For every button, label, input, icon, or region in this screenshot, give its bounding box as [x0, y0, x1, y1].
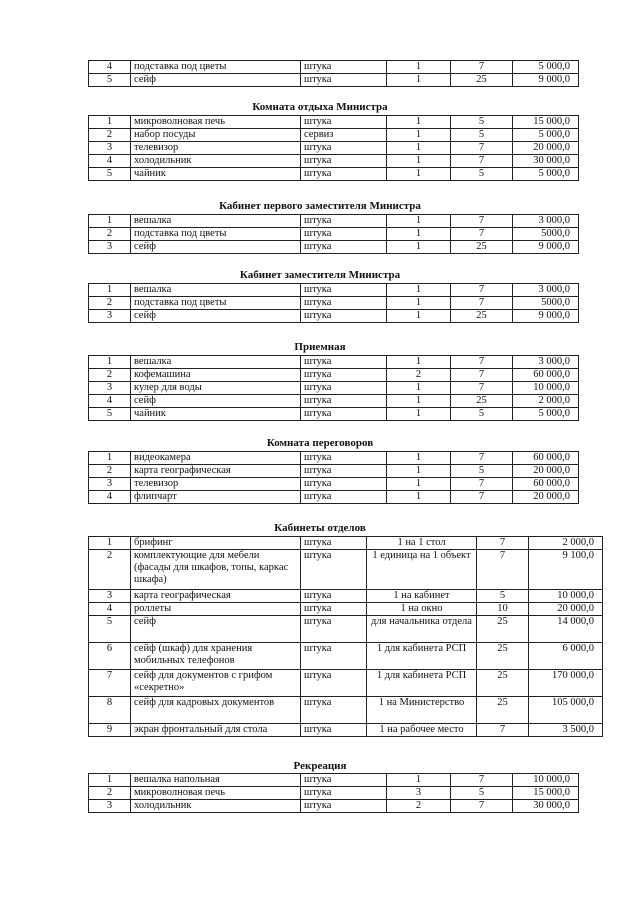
section-title: Комната переговоров — [266, 437, 374, 449]
service-life-cell: 5 — [451, 129, 513, 142]
service-life-cell: 25 — [477, 670, 529, 697]
table-row — [89, 395, 579, 408]
section-title: Приемная — [294, 341, 346, 353]
quantity-cell: 1 на рабочее место — [367, 724, 477, 737]
items-table — [88, 355, 579, 421]
table-row — [89, 116, 579, 129]
service-life-cell: 5 — [451, 787, 513, 800]
service-life-cell: 7 — [451, 142, 513, 155]
quantity-cell: 1 на Министерство — [367, 697, 477, 724]
service-life-cell: 7 — [451, 297, 513, 310]
row-number-cell: 5 — [89, 168, 131, 181]
items-table — [88, 115, 579, 181]
row-number-cell: 3 — [89, 590, 131, 603]
unit-cell: штука — [301, 643, 367, 670]
quantity-cell: 1 — [387, 116, 451, 129]
price-cell: 3 000,0 — [513, 284, 579, 297]
table-row — [89, 550, 603, 590]
item-name-cell: сейф — [131, 395, 301, 408]
table-row — [89, 465, 579, 478]
service-life-cell: 25 — [477, 616, 529, 643]
unit-cell: штука — [301, 670, 367, 697]
price-cell: 170 000,0 — [529, 670, 603, 697]
row-number-cell: 5 — [89, 408, 131, 421]
item-name-cell: кофемашина — [131, 369, 301, 382]
item-name-cell: подставка под цветы — [131, 61, 301, 74]
table-row — [89, 228, 579, 241]
item-name-cell: сейф — [131, 241, 301, 254]
unit-cell: штука — [301, 478, 387, 491]
price-cell: 5 000,0 — [513, 129, 579, 142]
unit-cell: штука — [301, 395, 387, 408]
row-number-cell: 2 — [89, 129, 131, 142]
table-row — [89, 590, 603, 603]
service-life-cell: 25 — [451, 74, 513, 87]
service-life-cell: 7 — [451, 382, 513, 395]
price-cell: 20 000,0 — [513, 142, 579, 155]
row-number-cell: 2 — [89, 550, 131, 590]
quantity-cell: 3 — [387, 787, 451, 800]
service-life-cell: 7 — [451, 284, 513, 297]
unit-cell: штука — [301, 61, 387, 74]
section-title: Кабинет заместителя Министра — [239, 269, 401, 281]
section-title: Рекреация — [293, 760, 347, 772]
item-name-cell: сейф — [131, 616, 301, 643]
price-cell: 9 000,0 — [513, 241, 579, 254]
quantity-cell: 1 — [387, 395, 451, 408]
row-number-cell: 2 — [89, 369, 131, 382]
row-number-cell: 5 — [89, 74, 131, 87]
price-cell: 2 000,0 — [529, 537, 603, 550]
item-name-cell: сейф — [131, 310, 301, 323]
unit-cell: штука — [301, 724, 367, 737]
item-name-cell: карта географическая — [131, 590, 301, 603]
quantity-cell: 1 — [387, 774, 451, 787]
item-name-cell: видеокамера — [131, 452, 301, 465]
row-number-cell: 9 — [89, 724, 131, 737]
table-row — [89, 297, 579, 310]
quantity-cell: 1 для кабинета РСП — [367, 670, 477, 697]
quantity-cell: 1 — [387, 241, 451, 254]
item-name-cell: карта географическая — [131, 465, 301, 478]
unit-cell: штука — [301, 284, 387, 297]
row-number-cell: 1 — [89, 284, 131, 297]
quantity-cell: 1 — [387, 142, 451, 155]
quantity-cell: 1 — [387, 491, 451, 504]
service-life-cell: 7 — [451, 369, 513, 382]
row-number-cell: 5 — [89, 616, 131, 643]
price-cell: 3 000,0 — [513, 215, 579, 228]
unit-cell: сервиз — [301, 129, 387, 142]
section-title: Кабинет первого заместителя Министра — [219, 200, 421, 212]
table-row — [89, 61, 579, 74]
item-name-cell: сейф для документов с грифом «секретно» — [131, 670, 301, 697]
unit-cell: штука — [301, 787, 387, 800]
item-name-cell: сейф для кадровых документов — [131, 697, 301, 724]
table-row — [89, 800, 579, 813]
table-row — [89, 643, 603, 670]
price-cell: 10 000,0 — [529, 590, 603, 603]
quantity-cell: 1 — [387, 74, 451, 87]
service-life-cell: 25 — [477, 697, 529, 724]
price-cell: 20 000,0 — [513, 491, 579, 504]
price-cell: 3 500,0 — [529, 724, 603, 737]
table-row — [89, 74, 579, 87]
table-row — [89, 774, 579, 787]
items-table — [88, 451, 579, 504]
row-number-cell: 4 — [89, 491, 131, 504]
table-row — [89, 478, 579, 491]
unit-cell: штука — [301, 228, 387, 241]
price-cell: 2 000,0 — [513, 395, 579, 408]
item-name-cell: экран фронтальный для стола — [131, 724, 301, 737]
service-life-cell: 5 — [477, 590, 529, 603]
items-table — [88, 773, 579, 813]
item-name-cell: кулер для воды — [131, 382, 301, 395]
unit-cell: штука — [301, 168, 387, 181]
service-life-cell: 7 — [451, 452, 513, 465]
quantity-cell: 1 — [387, 168, 451, 181]
unit-cell: штука — [301, 142, 387, 155]
price-cell: 9 000,0 — [513, 310, 579, 323]
table-row — [89, 616, 603, 643]
unit-cell: штука — [301, 616, 367, 643]
row-number-cell: 1 — [89, 116, 131, 129]
table-row — [89, 356, 579, 369]
unit-cell: штука — [301, 408, 387, 421]
unit-cell: штука — [301, 155, 387, 168]
item-name-cell: сейф (шкаф) для хранения мобильных телефонов — [131, 643, 301, 670]
table-row — [89, 382, 579, 395]
unit-cell: штука — [301, 697, 367, 724]
price-cell: 20 000,0 — [529, 603, 603, 616]
item-name-cell: вешалка — [131, 215, 301, 228]
unit-cell: штука — [301, 603, 367, 616]
price-cell: 5000,0 — [513, 228, 579, 241]
price-cell: 105 000,0 — [529, 697, 603, 724]
row-number-cell: 1 — [89, 452, 131, 465]
item-name-cell: вешалка напольная — [131, 774, 301, 787]
service-life-cell: 7 — [451, 61, 513, 74]
quantity-cell: 1 на окно — [367, 603, 477, 616]
row-number-cell: 1 — [89, 774, 131, 787]
service-life-cell: 7 — [451, 491, 513, 504]
item-name-cell: микроволновая печь — [131, 787, 301, 800]
quantity-cell: 1 единица на 1 объект — [367, 550, 477, 590]
row-number-cell: 3 — [89, 310, 131, 323]
quantity-cell: 2 — [387, 369, 451, 382]
unit-cell: штука — [301, 116, 387, 129]
table-row — [89, 603, 603, 616]
quantity-cell: 2 — [387, 800, 451, 813]
row-number-cell: 8 — [89, 697, 131, 724]
item-name-cell: телевизор — [131, 142, 301, 155]
row-number-cell: 4 — [89, 603, 131, 616]
unit-cell: штука — [301, 590, 367, 603]
unit-cell: штука — [301, 297, 387, 310]
quantity-cell: 1 — [387, 155, 451, 168]
unit-cell: штука — [301, 74, 387, 87]
service-life-cell: 7 — [451, 215, 513, 228]
item-name-cell: сейф — [131, 74, 301, 87]
table-row — [89, 724, 603, 737]
quantity-cell: 1 на 1 стол — [367, 537, 477, 550]
row-number-cell: 3 — [89, 382, 131, 395]
unit-cell: штука — [301, 215, 387, 228]
service-life-cell: 7 — [477, 724, 529, 737]
quantity-cell: 1 — [387, 452, 451, 465]
item-name-cell: вешалка — [131, 284, 301, 297]
unit-cell: штука — [301, 491, 387, 504]
price-cell: 5 000,0 — [513, 61, 579, 74]
price-cell: 15 000,0 — [513, 787, 579, 800]
unit-cell: штука — [301, 537, 367, 550]
service-life-cell: 7 — [451, 155, 513, 168]
items-table — [88, 214, 579, 254]
table-row — [89, 787, 579, 800]
price-cell: 5 000,0 — [513, 408, 579, 421]
price-cell: 60 000,0 — [513, 369, 579, 382]
price-cell: 60 000,0 — [513, 478, 579, 491]
service-life-cell: 7 — [451, 356, 513, 369]
row-number-cell: 7 — [89, 670, 131, 697]
quantity-cell: 1 для кабинета РСП — [367, 643, 477, 670]
unit-cell: штука — [301, 465, 387, 478]
row-number-cell: 4 — [89, 61, 131, 74]
quantity-cell: 1 — [387, 356, 451, 369]
unit-cell: штука — [301, 241, 387, 254]
price-cell: 6 000,0 — [529, 643, 603, 670]
table-row — [89, 241, 579, 254]
item-name-cell: роллеты — [131, 603, 301, 616]
table-row — [89, 697, 603, 724]
service-life-cell: 25 — [451, 310, 513, 323]
row-number-cell: 2 — [89, 297, 131, 310]
item-name-cell: холодильник — [131, 155, 301, 168]
table-row — [89, 168, 579, 181]
price-cell: 3 000,0 — [513, 356, 579, 369]
quantity-cell: 1 — [387, 408, 451, 421]
table-row — [89, 129, 579, 142]
section-title: Кабинеты отделов — [274, 522, 366, 534]
unit-cell: штука — [301, 800, 387, 813]
table-row — [89, 452, 579, 465]
item-name-cell: холодильник — [131, 800, 301, 813]
service-life-cell: 7 — [451, 774, 513, 787]
item-name-cell: чайник — [131, 408, 301, 421]
price-cell: 20 000,0 — [513, 465, 579, 478]
quantity-cell: 1 — [387, 310, 451, 323]
row-number-cell: 3 — [89, 142, 131, 155]
table-row — [89, 408, 579, 421]
unit-cell: штука — [301, 310, 387, 323]
service-life-cell: 7 — [477, 537, 529, 550]
item-name-cell: чайник — [131, 168, 301, 181]
quantity-cell: 1 — [387, 228, 451, 241]
price-cell: 30 000,0 — [513, 800, 579, 813]
item-name-cell: телевизор — [131, 478, 301, 491]
row-number-cell: 1 — [89, 215, 131, 228]
table-row — [89, 284, 579, 297]
service-life-cell: 25 — [451, 241, 513, 254]
service-life-cell: 7 — [477, 550, 529, 590]
service-life-cell: 5 — [451, 408, 513, 421]
quantity-cell: 1 — [387, 129, 451, 142]
item-name-cell: комплектующие для мебели (фасады для шкафов, топы, каркас шкафа) — [131, 550, 301, 590]
table-row — [89, 369, 579, 382]
price-cell: 30 000,0 — [513, 155, 579, 168]
table-row — [89, 491, 579, 504]
row-number-cell: 1 — [89, 356, 131, 369]
quantity-cell: 1 на кабинет — [367, 590, 477, 603]
service-life-cell: 5 — [451, 116, 513, 129]
quantity-cell: 1 — [387, 465, 451, 478]
price-cell: 14 000,0 — [529, 616, 603, 643]
unit-cell: штука — [301, 382, 387, 395]
quantity-cell: 1 — [387, 61, 451, 74]
price-cell: 10 000,0 — [513, 774, 579, 787]
price-cell: 5000,0 — [513, 297, 579, 310]
section-title: Комната отдыха Министра — [252, 101, 388, 113]
service-life-cell: 5 — [451, 465, 513, 478]
item-name-cell: микроволновая печь — [131, 116, 301, 129]
row-number-cell: 3 — [89, 800, 131, 813]
unit-cell: штука — [301, 356, 387, 369]
row-number-cell: 6 — [89, 643, 131, 670]
price-cell: 60 000,0 — [513, 452, 579, 465]
price-cell: 15 000,0 — [513, 116, 579, 129]
item-name-cell: подставка под цветы — [131, 297, 301, 310]
row-number-cell: 2 — [89, 465, 131, 478]
quantity-cell: 1 — [387, 382, 451, 395]
row-number-cell: 2 — [89, 787, 131, 800]
service-life-cell: 7 — [451, 478, 513, 491]
price-cell: 9 100,0 — [529, 550, 603, 590]
table-row — [89, 215, 579, 228]
unit-cell: штука — [301, 452, 387, 465]
item-name-cell: брифинг — [131, 537, 301, 550]
table-row — [89, 537, 603, 550]
table-row — [89, 310, 579, 323]
row-number-cell: 1 — [89, 537, 131, 550]
row-number-cell: 4 — [89, 155, 131, 168]
unit-cell: штука — [301, 774, 387, 787]
quantity-cell: 1 — [387, 297, 451, 310]
service-life-cell: 7 — [451, 228, 513, 241]
items-table — [88, 60, 579, 87]
quantity-cell: для начальника отдела — [367, 616, 477, 643]
items-table — [88, 536, 603, 737]
service-life-cell: 25 — [477, 643, 529, 670]
item-name-cell: флипчарт — [131, 491, 301, 504]
service-life-cell: 25 — [451, 395, 513, 408]
quantity-cell: 1 — [387, 215, 451, 228]
service-life-cell: 10 — [477, 603, 529, 616]
price-cell: 9 000,0 — [513, 74, 579, 87]
items-table — [88, 283, 579, 323]
unit-cell: штука — [301, 369, 387, 382]
service-life-cell: 7 — [451, 800, 513, 813]
item-name-cell: подставка под цветы — [131, 228, 301, 241]
row-number-cell: 3 — [89, 241, 131, 254]
table-row — [89, 142, 579, 155]
row-number-cell: 4 — [89, 395, 131, 408]
service-life-cell: 5 — [451, 168, 513, 181]
row-number-cell: 3 — [89, 478, 131, 491]
table-row — [89, 155, 579, 168]
unit-cell: штука — [301, 550, 367, 590]
price-cell: 10 000,0 — [513, 382, 579, 395]
price-cell: 5 000,0 — [513, 168, 579, 181]
quantity-cell: 1 — [387, 478, 451, 491]
item-name-cell: набор посуды — [131, 129, 301, 142]
table-row — [89, 670, 603, 697]
row-number-cell: 2 — [89, 228, 131, 241]
item-name-cell: вешалка — [131, 356, 301, 369]
quantity-cell: 1 — [387, 284, 451, 297]
